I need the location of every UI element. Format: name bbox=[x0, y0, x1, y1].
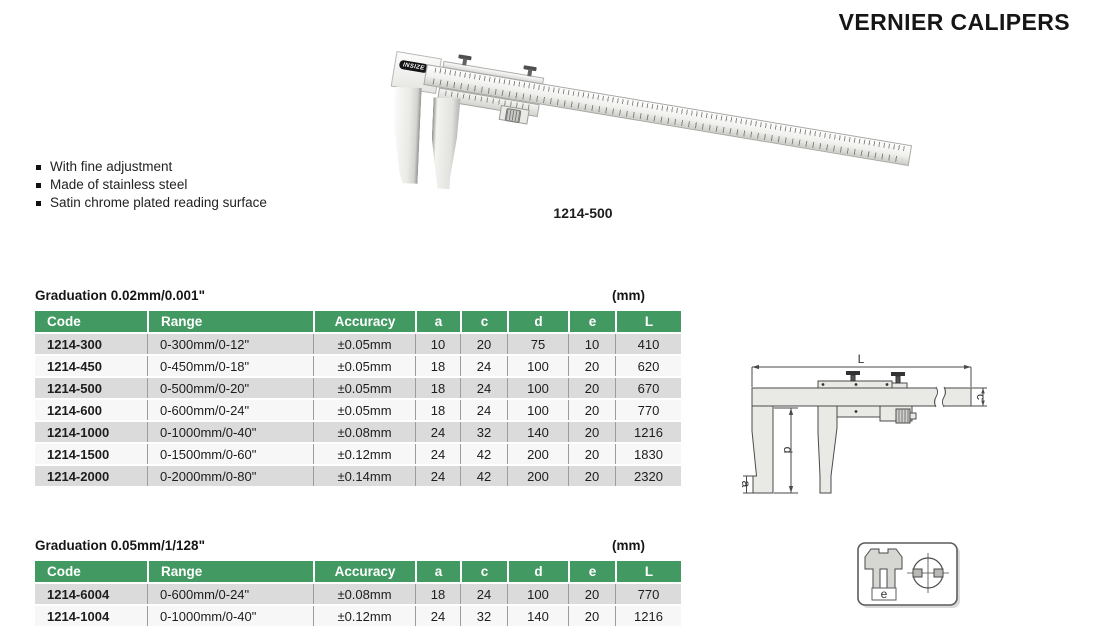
unit-label: (mm) bbox=[612, 538, 645, 553]
table-cell: 42 bbox=[460, 466, 507, 486]
table-cell: 140 bbox=[507, 422, 568, 442]
table-cell: ±0.12mm bbox=[313, 606, 415, 626]
mm-scale-ticks bbox=[433, 78, 903, 162]
table-cell: 1214-6004 bbox=[35, 584, 147, 604]
table-cell: 100 bbox=[507, 400, 568, 420]
table-cell: 670 bbox=[615, 378, 681, 398]
table-row bbox=[35, 444, 681, 464]
table-cell: 100 bbox=[507, 584, 568, 604]
spec-section-graduation-002 bbox=[35, 288, 663, 488]
caliper-dimension-drawing bbox=[740, 343, 1010, 538]
column-header-range: Range bbox=[147, 561, 313, 582]
table-row bbox=[35, 584, 681, 604]
column-header-l: L bbox=[615, 311, 681, 332]
table-cell: 1214-600 bbox=[35, 400, 147, 420]
caliper-illustration bbox=[364, 32, 954, 294]
table-cell: 2320 bbox=[615, 466, 681, 486]
dim-label-a: a bbox=[740, 480, 753, 488]
table-cell: ±0.05mm bbox=[313, 356, 415, 376]
table-header-row bbox=[35, 561, 681, 582]
table-cell: 410 bbox=[615, 334, 681, 354]
table-cell: 1214-1500 bbox=[35, 444, 147, 464]
table-cell: 1214-2000 bbox=[35, 466, 147, 486]
table-cell: ±0.14mm bbox=[313, 466, 415, 486]
dim-label-e: e bbox=[880, 587, 888, 601]
table-cell: 0-1000mm/0-40" bbox=[147, 422, 313, 442]
table-cell: 1216 bbox=[615, 606, 681, 626]
table-cell: 1830 bbox=[615, 444, 681, 464]
table-cell: 0-2000mm/0-80" bbox=[147, 466, 313, 486]
table-cell: 20 bbox=[568, 606, 615, 626]
feature-text: With fine adjustment bbox=[50, 159, 173, 174]
table-cell: 42 bbox=[460, 444, 507, 464]
feature-text: Made of stainless steel bbox=[50, 177, 188, 192]
insize-logo: INSIZE bbox=[399, 60, 429, 74]
table-cell: 18 bbox=[415, 400, 460, 420]
section-title: Graduation 0.05mm/1/128" bbox=[35, 538, 205, 553]
table-cell: 0-1000mm/0-40" bbox=[147, 606, 313, 626]
table-cell: 1214-1000 bbox=[35, 422, 147, 442]
feature-item bbox=[36, 158, 267, 176]
column-header-code: Code bbox=[35, 561, 147, 582]
table-cell: 1214-450 bbox=[35, 356, 147, 376]
table-cell: 200 bbox=[507, 444, 568, 464]
section-title: Graduation 0.02mm/0.001" bbox=[35, 288, 205, 303]
table-cell: 24 bbox=[415, 444, 460, 464]
column-header-e: e bbox=[568, 311, 615, 332]
spec-section-graduation-005 bbox=[35, 538, 663, 628]
table-cell: 20 bbox=[568, 400, 615, 420]
dim-label-L: L bbox=[857, 352, 865, 366]
column-header-e: e bbox=[568, 561, 615, 582]
table-cell: 32 bbox=[460, 606, 507, 626]
table-cell: 200 bbox=[507, 466, 568, 486]
table-header-row bbox=[35, 311, 681, 332]
table-cell: ±0.12mm bbox=[313, 444, 415, 464]
table-cell: ±0.05mm bbox=[313, 400, 415, 420]
column-header-a: a bbox=[415, 311, 460, 332]
table-cell: 24 bbox=[415, 422, 460, 442]
table-cell: 18 bbox=[415, 378, 460, 398]
table-row bbox=[35, 466, 681, 486]
dimension-diagram bbox=[740, 343, 1010, 538]
table-cell: 20 bbox=[568, 378, 615, 398]
table-cell: ±0.08mm bbox=[313, 584, 415, 604]
table-cell: 20 bbox=[568, 444, 615, 464]
table-cell: 1214-1004 bbox=[35, 606, 147, 626]
table-cell: 620 bbox=[615, 356, 681, 376]
feature-text: Satin chrome plated reading surface bbox=[50, 195, 267, 210]
table-cell: 0-500mm/0-20" bbox=[147, 378, 313, 398]
table-cell: 75 bbox=[507, 334, 568, 354]
dim-label-d: d bbox=[781, 446, 795, 454]
column-header-c: c bbox=[460, 561, 507, 582]
column-header-accuracy: Accuracy bbox=[313, 561, 415, 582]
table-cell: 770 bbox=[615, 400, 681, 420]
column-header-a: a bbox=[415, 561, 460, 582]
table-row bbox=[35, 400, 681, 420]
table-cell: 10 bbox=[415, 334, 460, 354]
table-cell: 24 bbox=[415, 606, 460, 626]
table-cell: 140 bbox=[507, 606, 568, 626]
page-title: VERNIER CALIPERS bbox=[838, 9, 1070, 35]
square-bullet-icon bbox=[36, 183, 41, 188]
dim-label-c: c bbox=[974, 394, 988, 400]
table-row bbox=[35, 356, 681, 376]
table-row bbox=[35, 422, 681, 442]
spec-table bbox=[35, 559, 681, 628]
table-cell: 32 bbox=[460, 422, 507, 442]
fixed-jaw bbox=[391, 87, 422, 184]
column-header-d: d bbox=[507, 561, 568, 582]
column-header-l: L bbox=[615, 561, 681, 582]
table-cell: 1214-300 bbox=[35, 334, 147, 354]
feature-item bbox=[36, 194, 267, 212]
table-cell: 18 bbox=[415, 584, 460, 604]
spec-table bbox=[35, 309, 681, 488]
product-photo bbox=[385, 38, 985, 213]
table-cell: 100 bbox=[507, 356, 568, 376]
table-cell: 1214-500 bbox=[35, 378, 147, 398]
column-header-code: Code bbox=[35, 311, 147, 332]
feature-item bbox=[36, 176, 267, 194]
square-bullet-icon bbox=[36, 165, 41, 170]
table-cell: 770 bbox=[615, 584, 681, 604]
table-cell: 24 bbox=[460, 400, 507, 420]
jaw-cross-section-diagram bbox=[852, 540, 964, 627]
product-code-label: 1214-500 bbox=[553, 205, 613, 221]
table-cell: 20 bbox=[568, 356, 615, 376]
fine-adjustment-knob bbox=[505, 108, 522, 123]
table-cell: 18 bbox=[415, 356, 460, 376]
table-cell: 1216 bbox=[615, 422, 681, 442]
feature-list bbox=[36, 158, 267, 212]
table-cell: 20 bbox=[460, 334, 507, 354]
jaw-cross-section-drawing bbox=[852, 540, 964, 627]
table-cell: ±0.05mm bbox=[313, 334, 415, 354]
table-row bbox=[35, 378, 681, 398]
table-row bbox=[35, 606, 681, 626]
column-header-c: c bbox=[460, 311, 507, 332]
table-cell: 0-1500mm/0-60" bbox=[147, 444, 313, 464]
table-cell: 0-600mm/0-24" bbox=[147, 584, 313, 604]
column-header-accuracy: Accuracy bbox=[313, 311, 415, 332]
table-cell: ±0.08mm bbox=[313, 422, 415, 442]
caliper-beam-scale bbox=[423, 64, 912, 166]
table-cell: 0-450mm/0-18" bbox=[147, 356, 313, 376]
movable-jaw bbox=[430, 97, 461, 189]
table-cell: 24 bbox=[460, 356, 507, 376]
table-cell: 20 bbox=[568, 466, 615, 486]
table-cell: 20 bbox=[568, 422, 615, 442]
unit-label: (mm) bbox=[612, 288, 645, 303]
table-cell: 24 bbox=[460, 584, 507, 604]
table-cell: 20 bbox=[568, 584, 615, 604]
square-bullet-icon bbox=[36, 201, 41, 206]
table-cell: 10 bbox=[568, 334, 615, 354]
table-cell: 24 bbox=[460, 378, 507, 398]
column-header-range: Range bbox=[147, 311, 313, 332]
table-cell: 0-300mm/0-12" bbox=[147, 334, 313, 354]
table-cell: 100 bbox=[507, 378, 568, 398]
column-header-d: d bbox=[507, 311, 568, 332]
table-row bbox=[35, 334, 681, 354]
table-cell: ±0.05mm bbox=[313, 378, 415, 398]
table-cell: 0-600mm/0-24" bbox=[147, 400, 313, 420]
table-cell: 24 bbox=[415, 466, 460, 486]
